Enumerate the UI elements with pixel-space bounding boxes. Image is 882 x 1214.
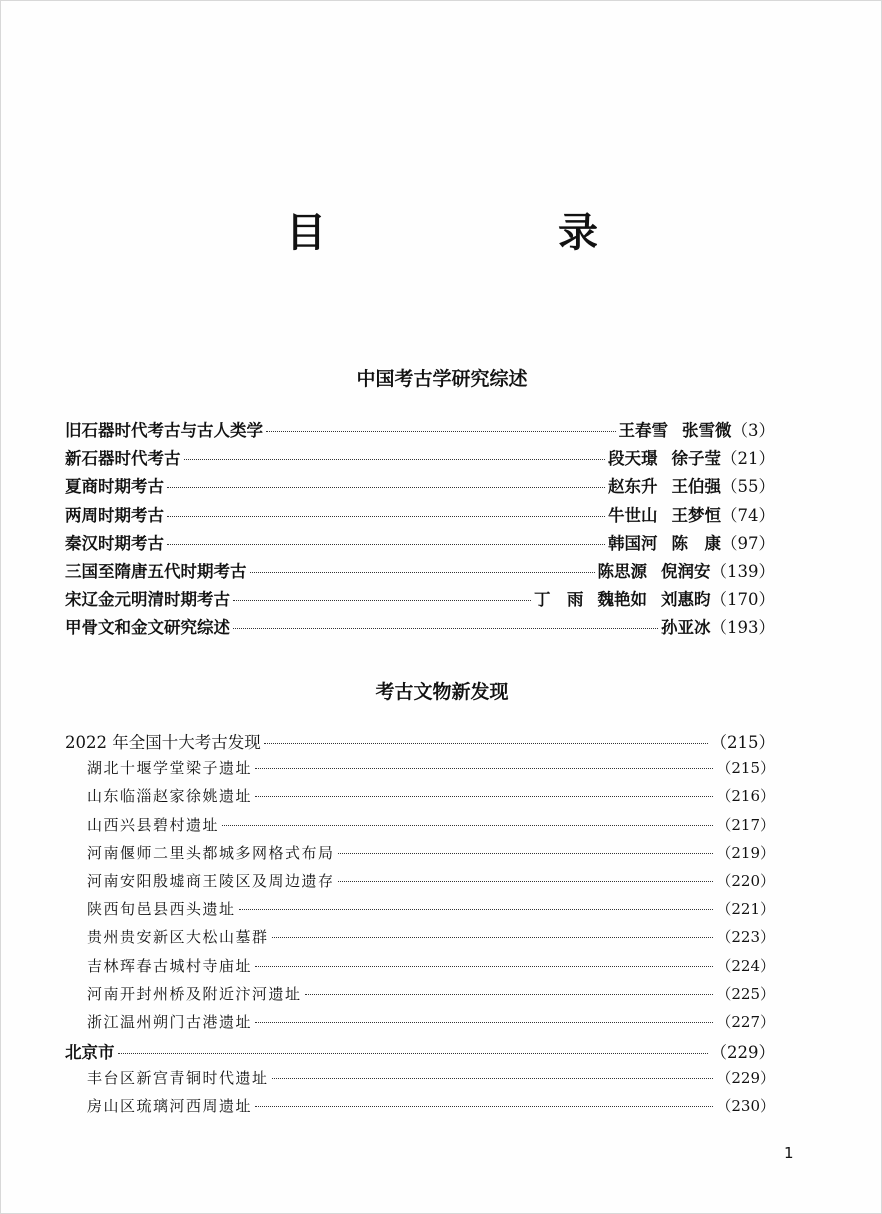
entry-title: 山西兴县碧村遗址: [87, 815, 220, 834]
toc-subentry[interactable]: [65, 842, 775, 870]
entry-title: 河南偃师二里头都城多网格式布局: [87, 843, 335, 862]
toc-subentry[interactable]: [65, 814, 775, 842]
dot-leader: [233, 628, 658, 629]
entry-title: 北京市: [65, 1043, 115, 1063]
entry-title: 河南开封州桥及附近汴河遗址: [87, 984, 302, 1003]
entry-page: （21）: [721, 449, 775, 469]
toc-subentry[interactable]: [65, 870, 775, 898]
toc-subentry[interactable]: [65, 1011, 775, 1039]
dot-leader: [255, 796, 713, 797]
entry-authors: 牛世山 王梦恒: [608, 505, 721, 525]
entry-title: 贵州贵安新区大松山墓群: [87, 928, 269, 947]
entry-title: 山东临淄赵家徐姚遗址: [87, 787, 253, 806]
dot-leader: [255, 768, 713, 769]
dot-leader: [250, 572, 595, 573]
entry-page: （220）: [716, 871, 775, 890]
entry-authors: 王春雪 张雪微: [618, 421, 732, 440]
entry-title: 湖北十堰学堂梁子遗址: [87, 759, 253, 778]
entry-authors: 段天璟 徐子莹: [608, 449, 721, 469]
toc-entry[interactable]: [65, 473, 775, 501]
toc-subentry[interactable]: [65, 983, 775, 1011]
entry-page: （170）: [710, 590, 775, 610]
entry-page: （193）: [710, 618, 775, 638]
entry-title: 房山区琉璃河西周遗址: [87, 1097, 253, 1116]
dot-leader: [239, 909, 714, 910]
toc-subentry[interactable]: [65, 926, 775, 954]
entry-title: 夏商时期考古: [65, 477, 164, 497]
dot-leader: [167, 544, 605, 545]
toc-list-review: [65, 417, 775, 643]
entry-title: 浙江温州朔门古港遗址: [87, 1012, 253, 1031]
toc-entry[interactable]: [65, 445, 775, 473]
dot-leader: [338, 853, 714, 854]
entry-title: 陕西旬邑县西头遗址: [87, 900, 236, 919]
toc-title: 目 录: [286, 209, 694, 256]
toc-subentry[interactable]: [65, 757, 775, 785]
toc-subentry[interactable]: [65, 898, 775, 926]
toc-entry[interactable]: [65, 729, 775, 757]
entry-title: 旧石器时代考古与古人类学: [65, 421, 263, 440]
entry-title: 2022 年全国十大考古发现: [65, 733, 261, 752]
entry-page: （221）: [716, 900, 775, 919]
entry-title: 三国至隋唐五代时期考古: [65, 561, 247, 581]
entry-page: （3）: [731, 421, 775, 440]
toc-entry[interactable]: [65, 502, 775, 530]
entry-page: （224）: [716, 956, 775, 975]
entry-authors: 赵东升 王伯强: [608, 477, 721, 497]
entry-title: 新石器时代考古: [65, 449, 181, 469]
dot-leader: [255, 966, 713, 967]
toc-entry[interactable]: [65, 1039, 775, 1067]
entry-page: （217）: [716, 815, 775, 834]
toc-subentry[interactable]: [65, 785, 775, 813]
entry-authors: 韩国河 陈 康: [608, 533, 721, 553]
entry-page: （215）: [716, 759, 775, 778]
entry-authors: 丁 雨 魏艳如 刘惠昀: [534, 590, 711, 610]
entry-page: （55）: [721, 477, 775, 497]
toc-subentry[interactable]: [65, 1067, 775, 1095]
toc-subentry[interactable]: [65, 1095, 775, 1123]
dot-leader: [118, 1053, 708, 1054]
section-heading-review: 中国考古学研究综述: [356, 368, 528, 390]
dot-leader: [167, 487, 605, 488]
entry-authors: 陈思源 倪润安: [597, 561, 711, 581]
dot-leader: [272, 1078, 714, 1079]
entry-authors: 孙亚冰: [661, 618, 711, 638]
toc-entry[interactable]: [65, 586, 775, 614]
page-number: 1: [784, 1144, 794, 1162]
entry-page: （229）: [710, 1043, 775, 1063]
dot-leader: [264, 743, 708, 744]
entry-title: 宋辽金元明清时期考古: [65, 590, 230, 610]
entry-page: （216）: [716, 787, 775, 806]
entry-page: （215）: [710, 733, 775, 752]
dot-leader: [266, 431, 616, 432]
entry-page: （227）: [716, 1012, 775, 1031]
toc-subentry[interactable]: [65, 955, 775, 983]
entry-page: （74）: [721, 505, 775, 525]
entry-title: 甲骨文和金文研究综述: [65, 618, 230, 638]
dot-leader: [222, 825, 713, 826]
entry-page: （219）: [716, 843, 775, 862]
dot-leader: [184, 459, 606, 460]
toc-list-discoveries: [65, 729, 775, 1124]
toc-entry[interactable]: [65, 417, 775, 445]
dot-leader: [167, 516, 605, 517]
dot-leader: [255, 1022, 713, 1023]
entry-page: （139）: [710, 561, 775, 581]
entry-title: 两周时期考古: [65, 505, 164, 525]
entry-title: 吉林珲春古城村寺庙址: [87, 956, 253, 975]
toc-entry[interactable]: [65, 614, 775, 642]
dot-leader: [338, 881, 714, 882]
section-heading-discoveries: 考古文物新发现: [375, 681, 509, 703]
dot-leader: [233, 600, 531, 601]
entry-page: （229）: [716, 1069, 775, 1088]
toc-entry[interactable]: [65, 558, 775, 586]
entry-page: （225）: [716, 984, 775, 1003]
entry-page: （223）: [716, 928, 775, 947]
dot-leader: [272, 937, 714, 938]
toc-entry[interactable]: [65, 530, 775, 558]
dot-leader: [305, 994, 714, 995]
entry-page: （230）: [716, 1097, 775, 1116]
entry-title: 丰台区新宫青铜时代遗址: [87, 1069, 269, 1088]
dot-leader: [255, 1106, 713, 1107]
entry-title: 河南安阳殷墟商王陵区及周边遗存: [87, 871, 335, 890]
entry-title: 秦汉时期考古: [65, 533, 164, 553]
entry-page: （97）: [721, 533, 775, 553]
